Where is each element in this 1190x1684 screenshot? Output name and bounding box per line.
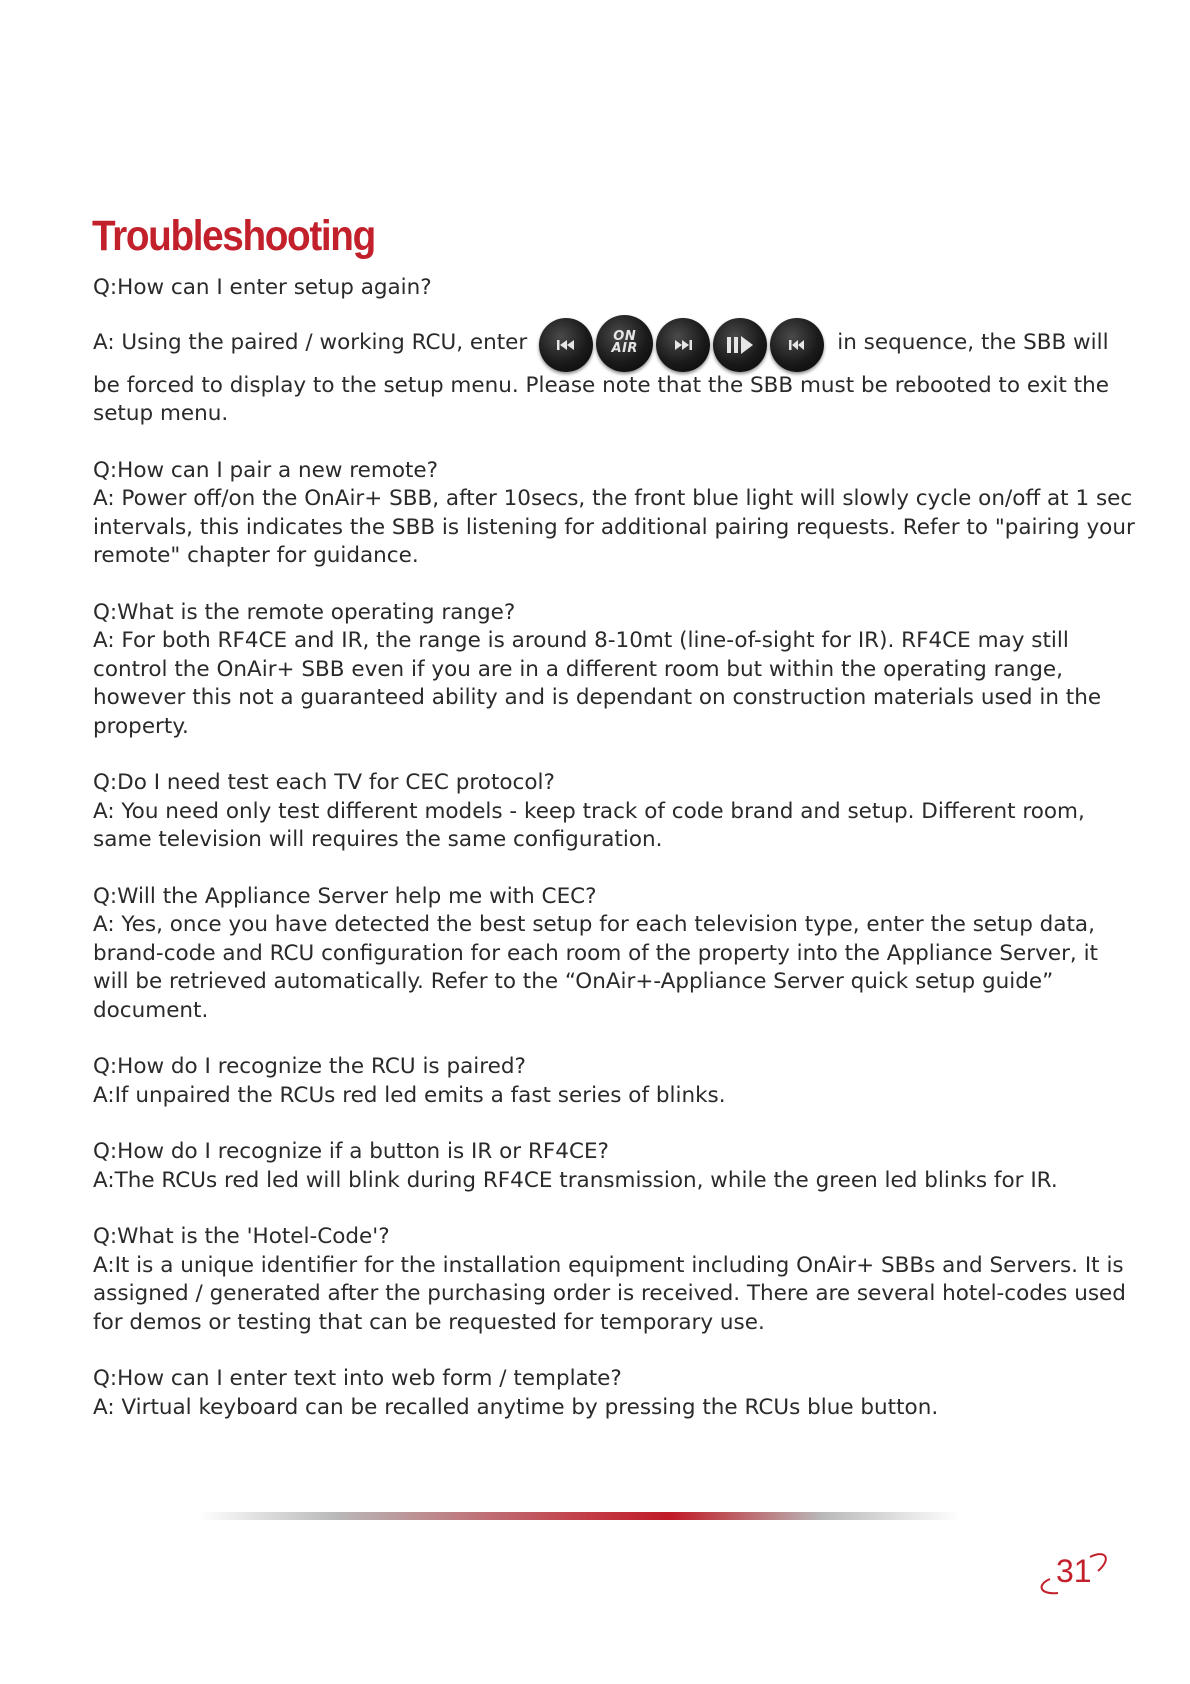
faq-answer: A: You need only test different models - keep track of code brand and setup. Different room, same television will requires the same configuration. [93,798,1085,852]
skip-forward-icon [656,318,710,372]
faq-question: Q:How do I recognize if a button is IR or RF4CE? [93,1139,609,1164]
faq-answer: A: Virtual keyboard can be recalled anytime by pressing the RCUs blue button. [93,1394,939,1420]
remote-button-sequence [539,315,827,372]
skip-back-icon [770,318,824,372]
faq-answer [93,315,1138,429]
faq-question: Q:How can I pair a new remote? [93,457,439,483]
faq-item [93,769,1138,855]
faq-question: Q:How can I enter setup again? [93,275,432,300]
faq-question: Q:What is the 'Hotel-Code'? [93,1224,390,1249]
skip-back-icon [539,318,593,372]
faq-answer: A: Yes, once you have detected the best setup for each television type, enter the setup data, brand-code and RCU configuration for each room of the property into the Appliance Server, it will be retrieved automatically. Refer to the “OnAir+-Appliance Server quick setup guide” document. [93,912,1098,1023]
faq-question: Q:Will the Appliance Server help me with CEC? [93,883,597,909]
faq-item [93,274,1138,429]
page-number: 31 [1056,1553,1092,1589]
page-number-badge [1028,1543,1114,1603]
faq-item [93,599,1138,742]
faq-item [93,1365,1138,1422]
footer-divider [198,1512,960,1520]
faq-question: Q:Do I need test each TV for CEC protocol? [93,770,555,795]
faq-item [93,457,1138,571]
faq-item [93,1053,1138,1110]
faq-question: Q:What is the remote operating range? [93,599,516,625]
faq-answer: A: Power off/on the OnAir+ SBB, after 10secs, the front blue light will slowly cycle on/off at 1 sec intervals, this indicates the SBB is listening for additional pairing requests. Refer to "pairing your remote" chapter for guidance. [93,486,1135,568]
faq-answer-text: A: Using the paired / working RCU, enter [93,329,528,355]
faq-answer: A:The RCUs red led will blink during RF4CE transmission, while the green led blinks for IR. [93,1167,1058,1193]
page-title: Troubleshooting [92,212,375,260]
play-pause-icon [713,318,767,372]
faq-answer: A: For both RF4CE and IR, the range is around 8-10mt (line-of-sight for IR). RF4CE may still control the OnAir+ SBB even if you are in a different room but within the operating range, however this not a guaranteed ability and is dependant on construction materials used in the property. [93,628,1102,739]
faq-item [93,883,1138,1026]
on-air-label-bottom: AIR [611,341,638,356]
faq-answer-text: in sequence, the SBB will be forced to display to the setup menu. Please note that the SBB must be rebooted to exit the setup menu. [93,329,1109,426]
on-air-icon [596,315,653,372]
faq-item [93,1138,1138,1195]
faq-item [93,1223,1138,1337]
faq-answer: A:If unpaired the RCUs red led emits a fast series of blinks. [93,1082,726,1108]
faq-question: Q:How do I recognize the RCU is paired? [93,1054,526,1079]
faq-question: Q:How can I enter text into web form / template? [93,1366,622,1391]
faq-list [93,274,1138,1450]
faq-answer: A:It is a unique identifier for the installation equipment including OnAir+ SBBs and Servers. It is assigned / generated after the purchasing order is received. There are several hotel-codes used for demos or testing that can be requested for temporary use. [93,1252,1126,1335]
on-air-label-top: ON [613,329,637,344]
